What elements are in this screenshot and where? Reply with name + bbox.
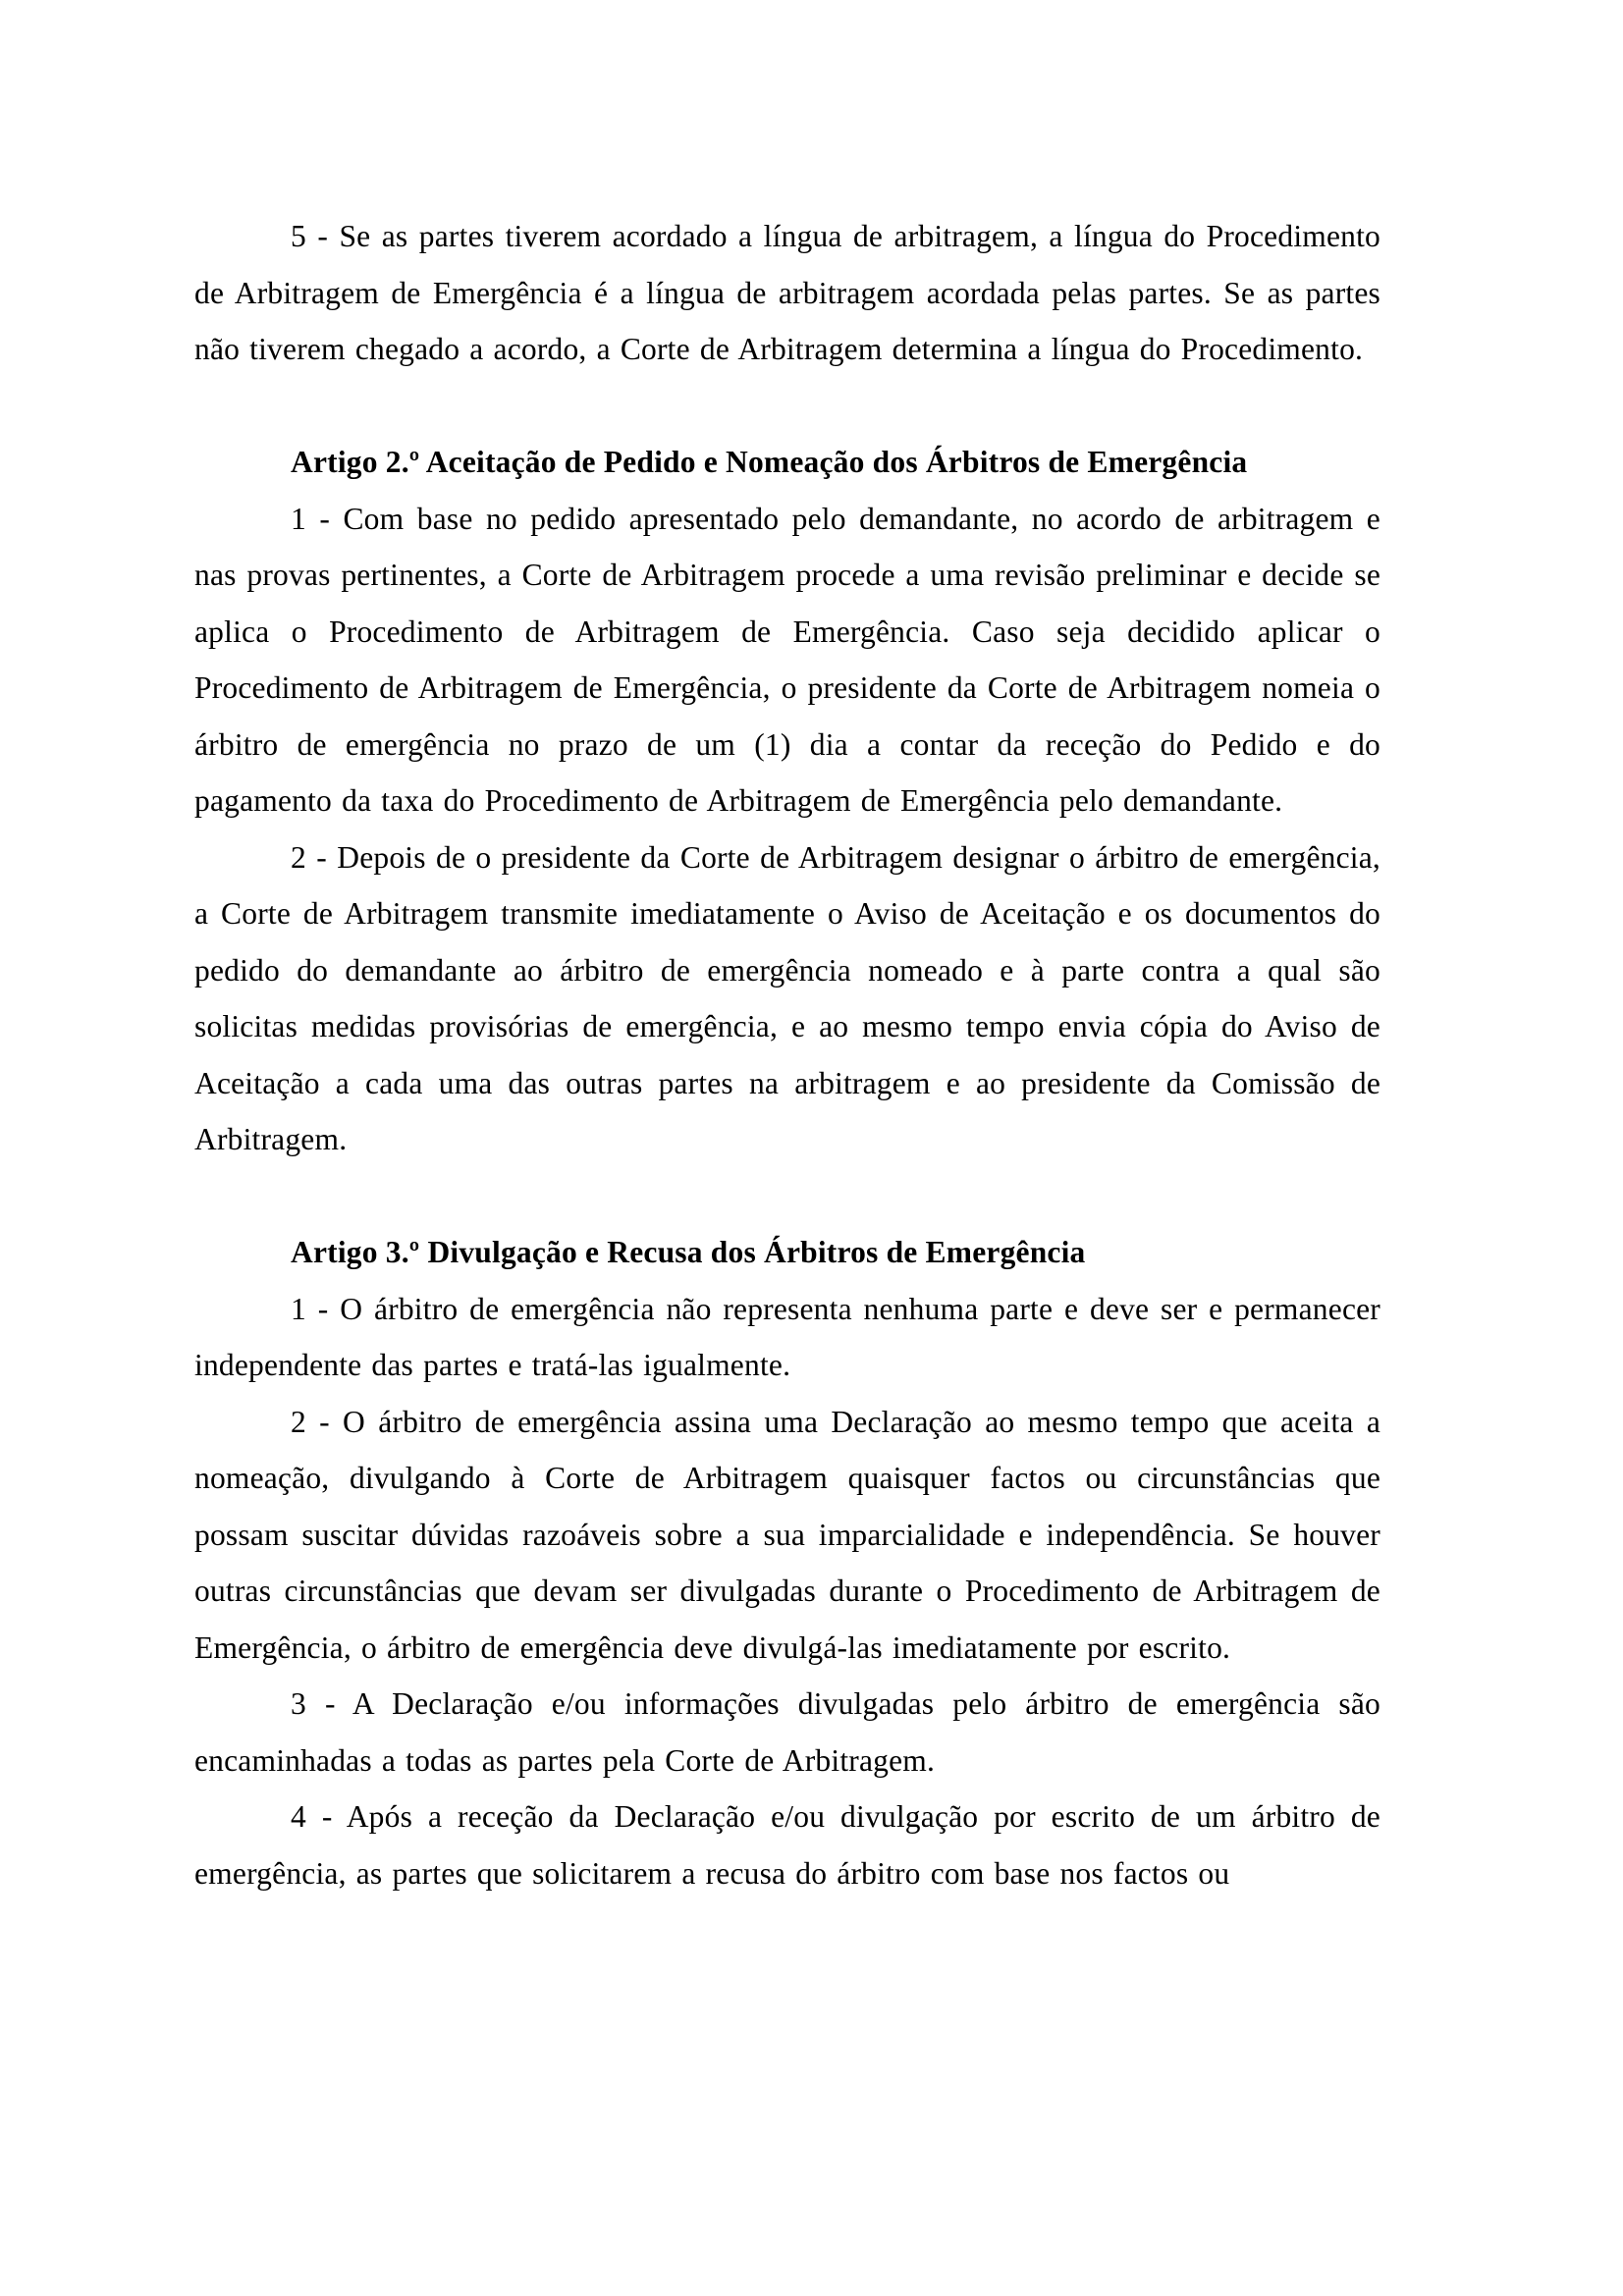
paragraph-artigo3-clause-2: 2 - O árbitro de emergência assina uma Declaração ao mesmo tempo que aceita a nomeação, divulgando à Corte de Arbitragem quaisquer factos ou circunstâncias que possam suscitar dúvidas razoáveis sobre a sua imparcialidade e independência. Se houver outras circunstâncias que devam ser divulgadas durante o Procedimento de Arbitragem de Emergência, o árbitro de emergência deve divulgá-las imediatamente por escrito. (194, 1404, 1380, 1665)
heading-artigo-2: Artigo 2.º Aceitação de Pedido e Nomeação dos Árbitros de Emergência (291, 445, 1248, 479)
paragraph-language-clause-5: 5 - Se as partes tiverem acordado a língua de arbitragem, a língua do Procedimento de Arbitragem de Emergência é a língua de arbitragem acordada pelas partes. Se as partes não tiverem chegado a acordo, a Corte de Arbitragem determina a língua do Procedimento. (194, 219, 1380, 366)
document-text-block (194, 208, 1380, 1901)
paragraph-artigo2-clause-2: 2 - Depois de o presidente da Corte de Arbitragem designar o árbitro de emergência, a Corte de Arbitragem transmite imediatamente o Aviso de Aceitação e os documentos do pedido do demandante ao árbitro de emergência nomeado e à parte contra a qual são solicitas medidas provisórias de emergência, e ao mesmo tempo envia cópia do Aviso de Aceitação a cada uma das outras partes na arbitragem e ao presidente da Comissão de Arbitragem. (194, 839, 1380, 1156)
heading-artigo-3: Artigo 3.º Divulgação e Recusa dos Árbitros de Emergência (291, 1235, 1086, 1269)
paragraph-artigo2-clause-1: 1 - Com base no pedido apresentado pelo demandante, no acordo de arbitragem e nas provas pertinentes, a Corte de Arbitragem procede a uma revisão preliminar e decide se aplica o Procedimento de Arbitragem de Emergência. Caso seja decidido aplicar o Procedimento de Arbitragem de Emergência, o presidente da Corte de Arbitragem nomeia o árbitro de emergência no prazo de um (1) dia a contar da receção do Pedido e do pagamento da taxa do Procedimento de Arbitragem de Emergência pelo demandante. (194, 501, 1380, 818)
paragraph-artigo3-clause-4-truncated: 4 - Após a receção da Declaração e/ou divulgação por escrito de um árbitro de emergência, as partes que solicitarem a recusa do árbitro com base nos factos ou (194, 1799, 1380, 1891)
paragraph-artigo3-clause-3: 3 - A Declaração e/ou informações divulgadas pelo árbitro de emergência são encaminhadas a todas as partes pela Corte de Arbitragem. (194, 1686, 1380, 1778)
paragraph-artigo3-clause-1: 1 - O árbitro de emergência não representa nenhuma parte e deve ser e permanecer independente das partes e tratá-las igualmente. (194, 1291, 1380, 1382)
